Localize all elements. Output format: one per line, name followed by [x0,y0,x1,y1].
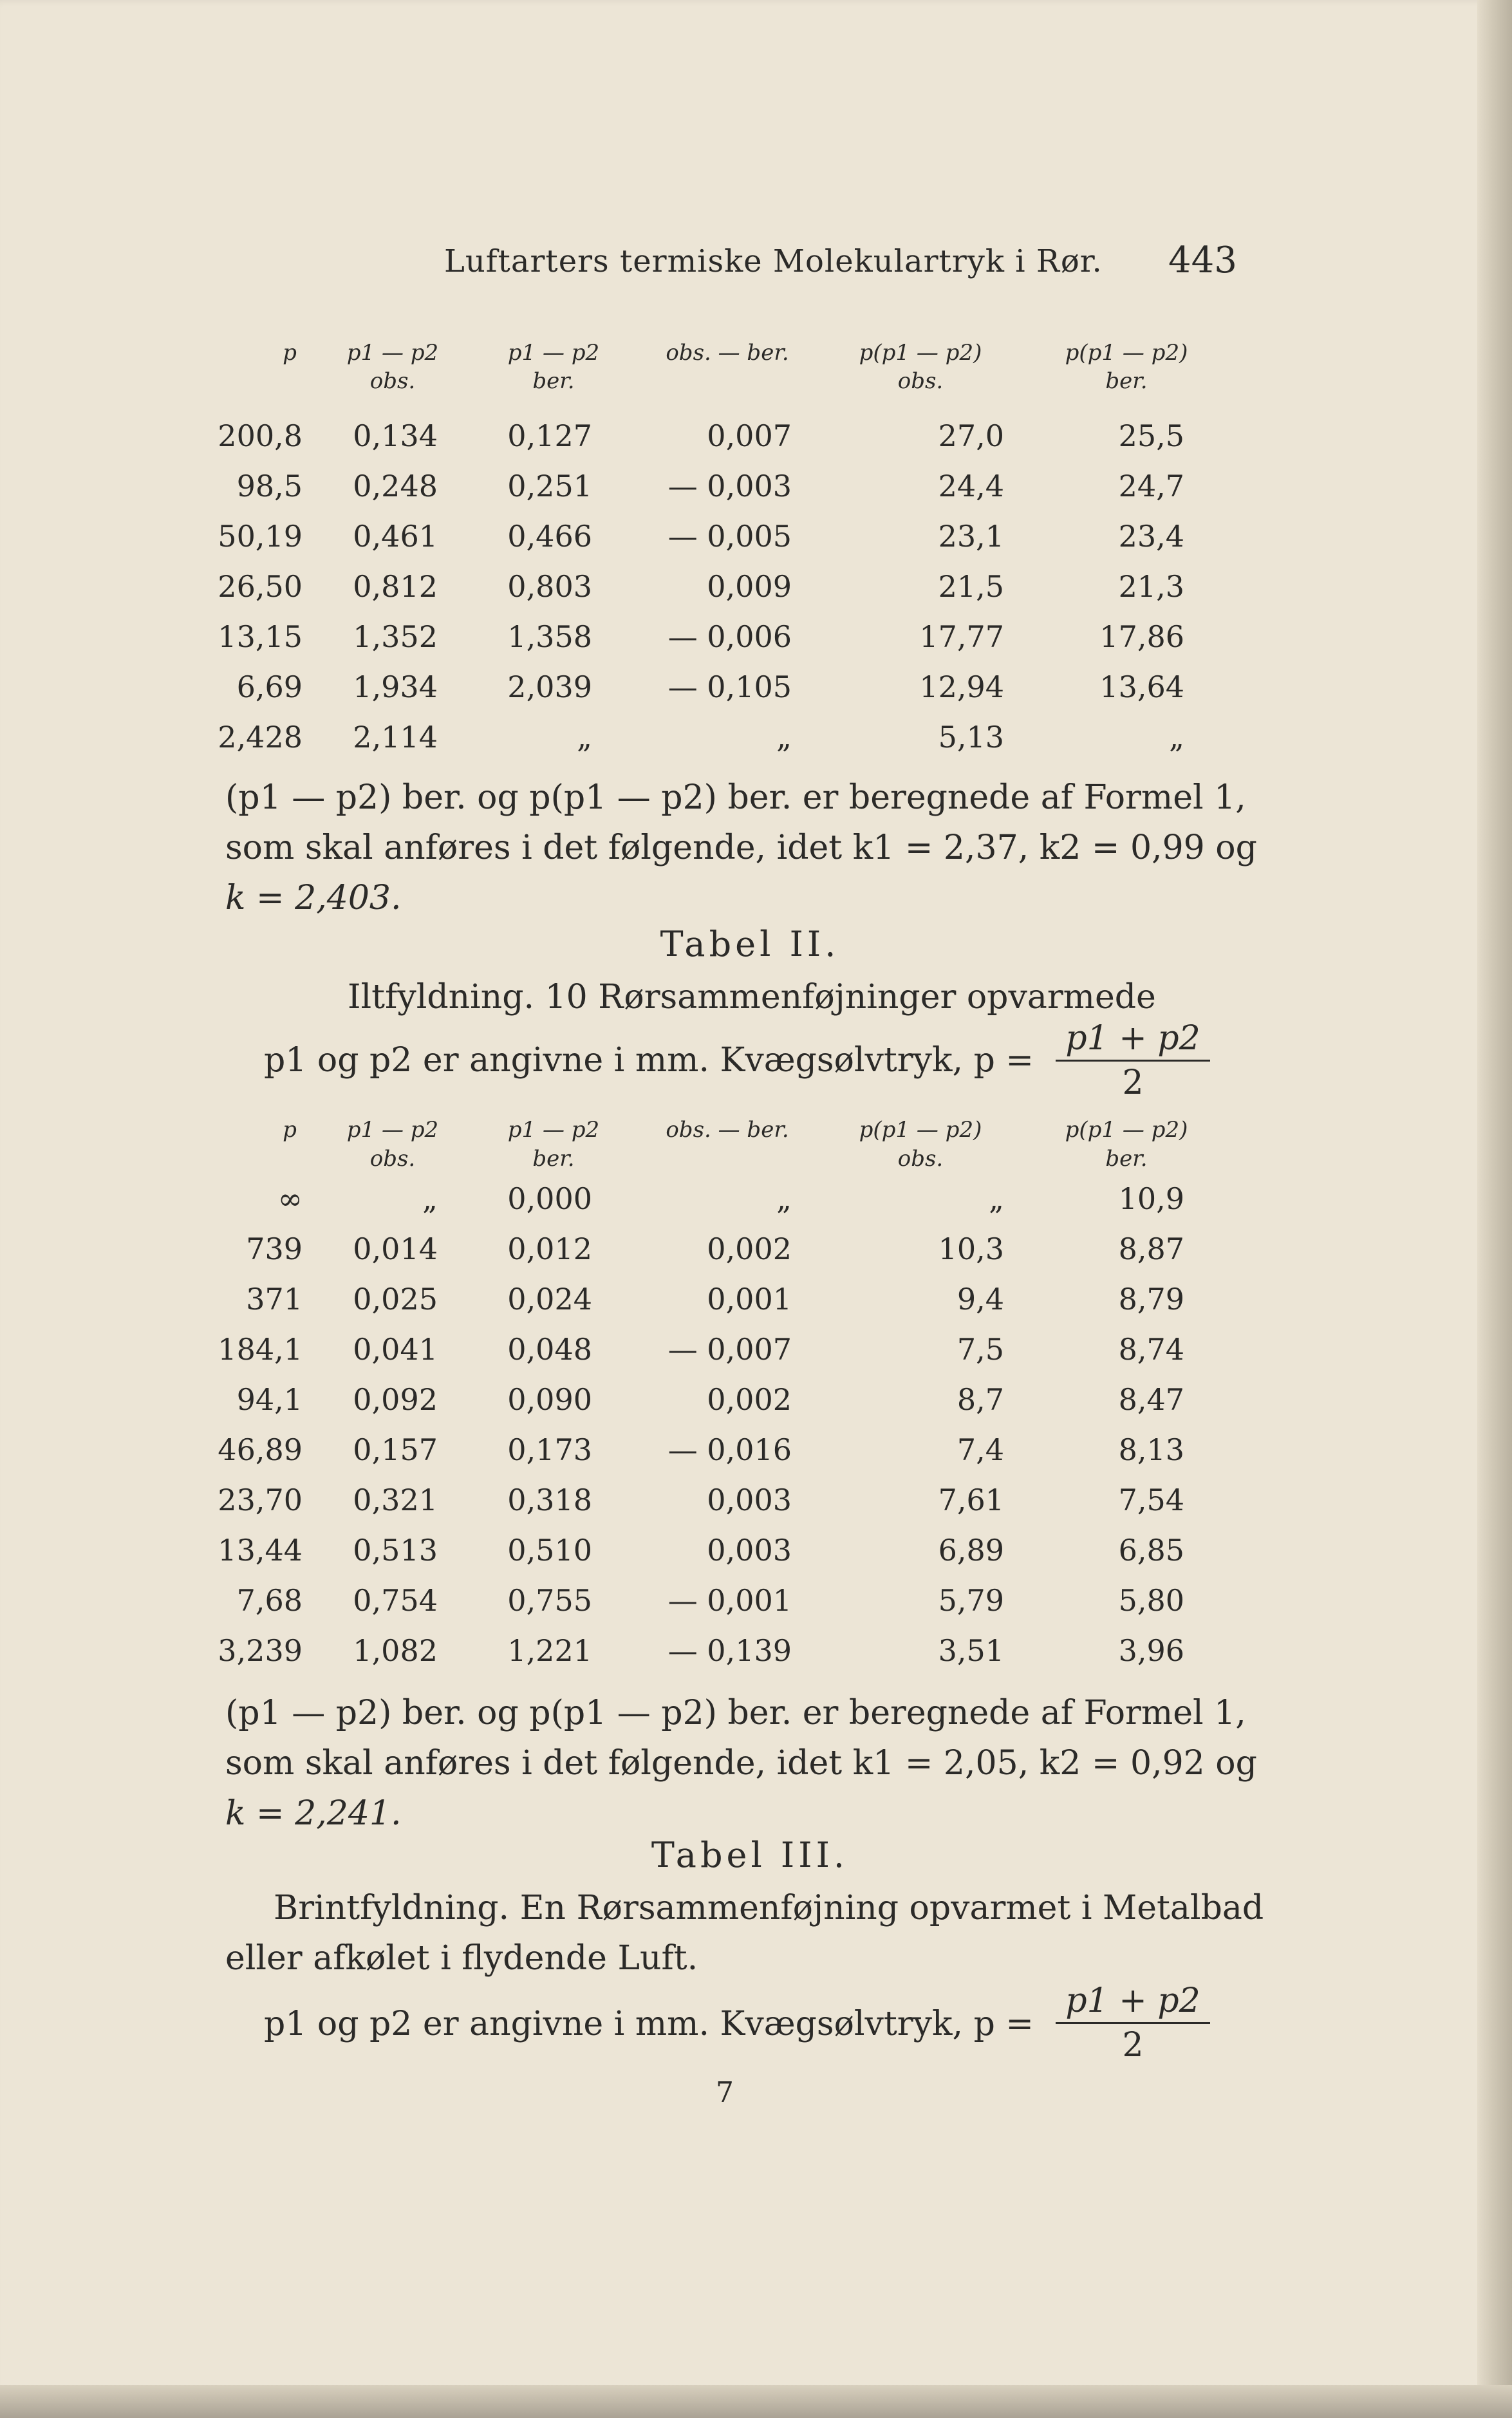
table-cell: 7,68 [236,1583,303,1618]
table-cell: 0,012 [507,1232,592,1266]
tabel3-title: Tabel III. [651,1835,849,1875]
table-cell: 3,96 [1118,1633,1184,1668]
table-cell: 24,4 [938,469,1004,503]
para1-line2: som skal anføres i det følgende, idet k1 = 2,37, k2 = 0,99 og [225,829,1257,867]
table-cell: 739 [246,1232,303,1266]
table-cell: 5,79 [938,1583,1004,1618]
col-header-p1p2-obs: p1 — p2 [346,1117,439,1143]
table-cell: — 0,105 [667,670,792,704]
table-cell: 0,812 [353,569,438,604]
table-cell: 13,15 [218,619,303,654]
table-cell: 0,248 [353,469,438,503]
table-cell: 1,082 [353,1633,438,1668]
table-cell: 0,173 [507,1432,592,1467]
table-cell: 6,85 [1118,1533,1184,1568]
table-cell: 0,007 [707,418,792,453]
table-cell: 46,89 [218,1432,303,1467]
table-cell: 0,014 [353,1232,438,1266]
table-cell: 2,039 [507,670,592,704]
table-cell: 0,001 [707,1282,792,1317]
running-title: Luftarters termiske Molekulartryk i Rør. [444,243,1103,279]
table-cell: 200,8 [218,418,303,453]
col-header-p1p2-ber: p1 — p2 [507,340,600,366]
table-cell: 1,358 [507,619,592,654]
table-cell: 0,009 [707,569,792,604]
tabel2-subtitle: Iltfyldning. 10 Rørsammenføjninger opvarmede [348,978,1156,1017]
table-cell: 21,5 [938,569,1004,604]
fraction-numerator: p1 + p2 [1056,1980,1210,2024]
table-cell: 3,51 [938,1633,1004,1668]
fraction-denominator: 2 [1122,1064,1144,1102]
para2-line2: som skal anføres i det følgende, idet k1 = 2,05, k2 = 0,92 og [225,1744,1257,1783]
tabel2-fraction [1056,1017,1210,1104]
tabel3-fraction [1056,1980,1210,2067]
col-header-p: p [283,340,297,366]
col-header-p1p2-obs: p1 — p2 [346,340,439,366]
table-cell: 0,002 [707,1382,792,1417]
table-cell: 27,0 [938,418,1004,453]
table-cell: 8,7 [957,1382,1004,1417]
col-header-p1p2-ber-sub: ber. [532,1146,575,1172]
table-cell: 98,5 [236,469,303,503]
table-cell: 8,47 [1118,1382,1184,1417]
table-cell: 25,5 [1118,418,1184,453]
table-cell: 8,13 [1118,1432,1184,1467]
tabel3-line1: Brintfyldning. En Rørsammenføjning opvarmet i Metalbad [274,1889,1264,1927]
table-cell: 2,428 [218,720,303,754]
table-cell: „ [422,1181,438,1216]
para1-line1: (p1 — p2) ber. og p(p1 — p2) ber. er beregnede af Formel 1, [225,778,1246,817]
col-header-pp-ber-sub: ber. [1105,1146,1148,1172]
fraction-numerator: p1 + p2 [1056,1017,1210,1062]
col-header-pp-obs: p(p1 — p2) [859,1117,982,1143]
table-cell: 0,041 [353,1332,438,1367]
col-header-p: p [283,1117,297,1143]
table-cell: 1,352 [353,619,438,654]
para2-line3: k = 2,241. [225,1794,402,1833]
table-cell: 23,70 [218,1483,303,1517]
col-header-p1p2-ber-sub: ber. [532,368,575,394]
table-cell: 6,69 [236,670,303,704]
table-cell: 0,321 [353,1483,438,1517]
para1-line3: k = 2,403. [225,879,402,917]
col-header-p1p2-obs-sub: obs. [369,368,416,394]
table-cell: 0,754 [353,1583,438,1618]
col-header-obs-ber: obs. — ber. [666,1117,789,1143]
table-cell: 8,87 [1118,1232,1184,1266]
table-cell: 7,5 [957,1332,1004,1367]
table-cell: — 0,016 [667,1432,792,1467]
table-cell: 26,50 [218,569,303,604]
table-cell: — 0,001 [667,1583,792,1618]
table-cell: 0,003 [707,1533,792,1568]
signature-mark: 7 [716,2076,734,2109]
table-cell: 0,002 [707,1232,792,1266]
table-cell: 0,157 [353,1432,438,1467]
table-cell: 0,513 [353,1533,438,1568]
col-header-p1p2-obs-sub: obs. [369,1146,416,1172]
table-cell: 5,80 [1118,1583,1184,1618]
table-cell: „ [776,720,792,754]
table-cell: „ [989,1181,1004,1216]
fraction-denominator: 2 [1122,2026,1144,2065]
col-header-pp-obs-sub: obs. [897,368,944,394]
table-cell: 7,54 [1118,1483,1184,1517]
table-cell: 6,89 [938,1533,1004,1568]
table-cell: 13,64 [1099,670,1184,704]
page-number: 443 [1168,239,1237,281]
page-bottom-edge [0,2385,1512,2418]
table-cell: 184,1 [218,1332,303,1367]
col-header-p1p2-ber: p1 — p2 [507,1117,600,1143]
table-cell: 0,461 [353,519,438,554]
table-cell: 0,510 [507,1533,592,1568]
col-header-pp-obs: p(p1 — p2) [859,340,982,366]
table-cell: 23,1 [938,519,1004,554]
table-cell: 0,048 [507,1332,592,1367]
table-cell: 5,13 [938,720,1004,754]
table-cell: 0,318 [507,1483,592,1517]
table-cell: 0,755 [507,1583,592,1618]
table-cell: 0,025 [353,1282,438,1317]
table-cell: — 0,003 [667,469,792,503]
table-cell: 1,221 [507,1633,592,1668]
table-cell: „ [577,720,592,754]
tabel3-units-line: p1 og p2 er angivne i mm. Kvægsølvtryk, p = [264,2005,1034,2043]
table-cell: „ [1169,720,1184,754]
col-header-pp-obs-sub: obs. [897,1146,944,1172]
table-cell: „ [776,1181,792,1216]
table-cell: 2,114 [353,720,438,754]
table-cell: 0,000 [507,1181,592,1216]
table-cell: 21,3 [1118,569,1184,604]
table-cell: 0,251 [507,469,592,503]
table-cell: 0,092 [353,1382,438,1417]
table-cell: 8,79 [1118,1282,1184,1317]
table-cell: 0,803 [507,569,592,604]
tabel3-line2: eller afkølet i flydende Luft. [225,1939,698,1978]
table-cell: 24,7 [1118,469,1184,503]
table-cell: 0,003 [707,1483,792,1517]
table-cell: 13,44 [218,1533,303,1568]
table-cell: 8,74 [1118,1332,1184,1367]
table-cell: 0,134 [353,418,438,453]
tabel2-units-line: p1 og p2 er angivne i mm. Kvægsølvtryk, p = [264,1041,1034,1080]
table-cell: 7,4 [957,1432,1004,1467]
table-cell: 12,94 [919,670,1004,704]
table-cell: 10,9 [1118,1181,1184,1216]
table-cell: 9,4 [957,1282,1004,1317]
table-cell: 17,77 [919,619,1004,654]
tabel2-title: Tabel II. [660,924,840,964]
table-cell: 23,4 [1118,519,1184,554]
table-cell: 0,024 [507,1282,592,1317]
col-header-pp-ber: p(p1 — p2) [1065,340,1188,366]
para2-line1: (p1 — p2) ber. og p(p1 — p2) ber. er beregnede af Formel 1, [225,1694,1246,1732]
table-cell: 94,1 [236,1382,303,1417]
col-header-pp-ber-sub: ber. [1105,368,1148,394]
table-cell: 0,127 [507,418,592,453]
col-header-pp-ber: p(p1 — p2) [1065,1117,1188,1143]
table-cell: — 0,005 [667,519,792,554]
table-cell: 371 [246,1282,303,1317]
table-cell: 50,19 [218,519,303,554]
table-cell: — 0,007 [667,1332,792,1367]
table-cell: 3,239 [218,1633,303,1668]
table-cell: 0,466 [507,519,592,554]
table-cell: 0,090 [507,1382,592,1417]
table-cell: — 0,139 [667,1633,792,1668]
table-cell: 1,934 [353,670,438,704]
page-edge [1477,0,1512,2418]
table-cell: 7,61 [938,1483,1004,1517]
table-cell: 10,3 [938,1232,1004,1266]
table-cell: ∞ [277,1181,303,1216]
col-header-obs-ber: obs. — ber. [666,340,789,366]
table-cell: 17,86 [1099,619,1184,654]
table-cell: — 0,006 [667,619,792,654]
